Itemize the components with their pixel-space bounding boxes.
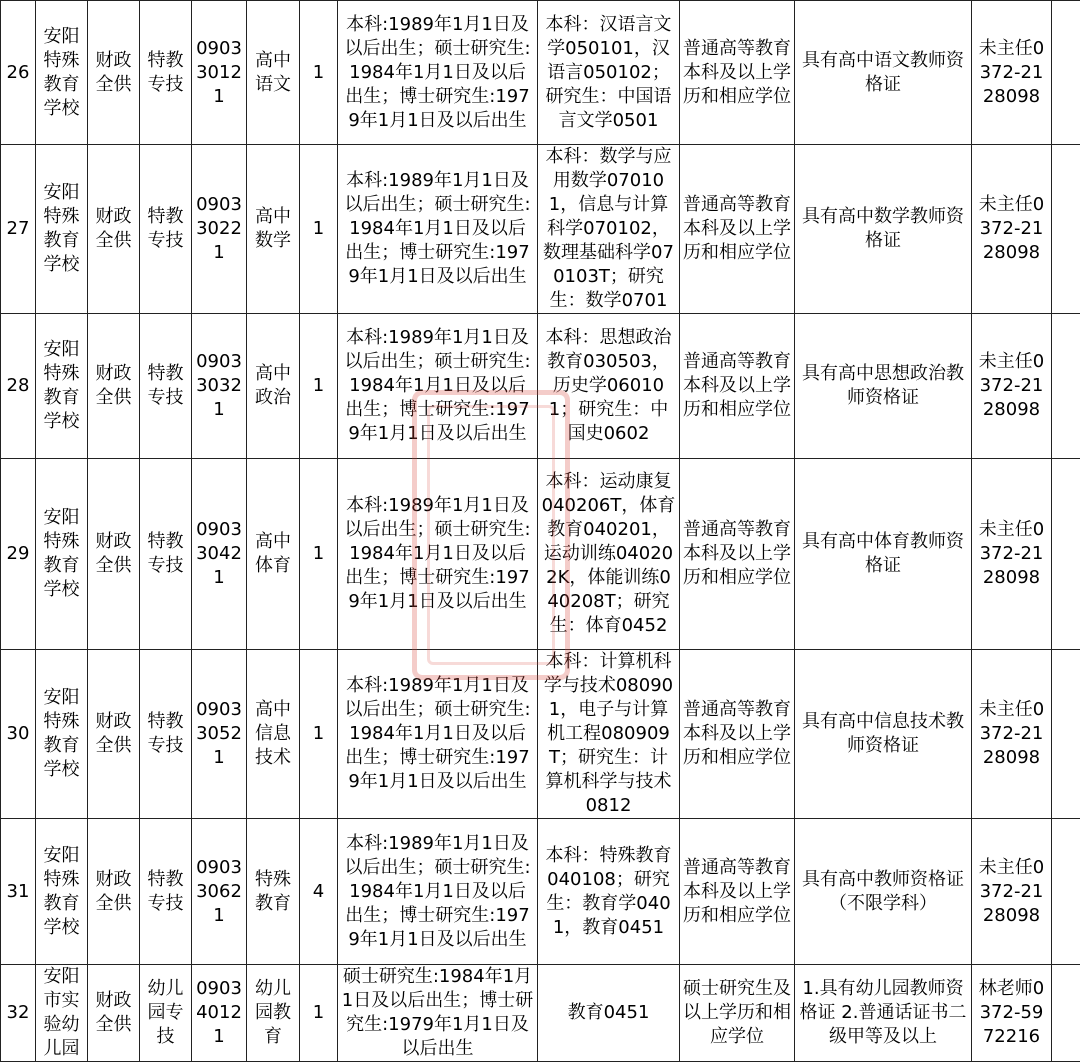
position-name-cell: 高中数学	[247, 145, 300, 314]
post-type-cell: 幼儿园专技	[140, 965, 192, 1062]
headcount-cell: 1	[300, 145, 338, 314]
position-name-cell: 高中政治	[247, 314, 300, 459]
funding-type-cell: 财政全供	[88, 459, 140, 650]
major-requirement-cell: 本科：思想政治教育030503，历史学060101；研究生：中国史0602	[538, 314, 680, 459]
headcount-cell: 1	[300, 1, 338, 145]
row-number-cell: 27	[1, 145, 36, 314]
position-code-cell: 090330121	[192, 1, 247, 145]
major-requirement-cell: 本科：数学与应用数学070101，信息与计算科学070102，数理基础科学070103T；研究生：数学0701	[538, 145, 680, 314]
position-name-cell: 高中语文	[247, 1, 300, 145]
age-requirement-cell: 本科:1989年1月1日及以后出生；硕士研究生:1984年1月1日及以后出生；博士研究生:1979年1月1日及以后出生	[338, 1, 538, 145]
education-requirement-cell: 普通高等教育本科及以上学历和相应学位	[680, 459, 795, 650]
position-name-cell: 幼儿园教育	[247, 965, 300, 1062]
post-type-cell: 特教专技	[140, 145, 192, 314]
position-name-cell: 高中体育	[247, 459, 300, 650]
unit-name-cell: 安阳特殊教育学校	[36, 145, 88, 314]
empty-cell	[1052, 819, 1080, 965]
contact-cell: 未主任0372-2128098	[972, 819, 1052, 965]
education-requirement-cell: 普通高等教育本科及以上学历和相应学位	[680, 1, 795, 145]
qualification-cell: 具有高中体育教师资格证	[795, 459, 972, 650]
row-number-cell: 30	[1, 650, 36, 819]
headcount-cell: 4	[300, 819, 338, 965]
funding-type-cell: 财政全供	[88, 145, 140, 314]
major-requirement-cell: 教育0451	[538, 965, 680, 1062]
position-code-cell: 090340121	[192, 965, 247, 1062]
contact-cell: 未主任0372-2128098	[972, 650, 1052, 819]
age-requirement-cell: 硕士研究生:1984年1月1日及以后出生；博士研究生:1979年1月1日及以后出生	[338, 965, 538, 1062]
row-number-cell: 26	[1, 1, 36, 145]
unit-name-cell: 安阳特殊教育学校	[36, 1, 88, 145]
major-requirement-cell: 本科：计算机科学与技术080901，电子与计算机工程080909T；研究生：计算机科学与技术0812	[538, 650, 680, 819]
table-row	[1, 145, 1080, 314]
post-type-cell: 特教专技	[140, 314, 192, 459]
unit-name-cell: 安阳特殊教育学校	[36, 819, 88, 965]
position-code-cell: 090330421	[192, 459, 247, 650]
table-row	[1, 314, 1080, 459]
age-requirement-cell: 本科:1989年1月1日及以后出生；硕士研究生:1984年1月1日及以后出生；博士研究生:1979年1月1日及以后出生	[338, 459, 538, 650]
row-number-cell: 31	[1, 819, 36, 965]
headcount-cell: 1	[300, 965, 338, 1062]
post-type-cell: 特教专技	[140, 819, 192, 965]
qualification-cell: 具有高中数学教师资格证	[795, 145, 972, 314]
major-requirement-cell: 本科：运动康复040206T，体育教育040201，运动训练040202K，体能训练040208T；研究生：体育0452	[538, 459, 680, 650]
education-requirement-cell: 普通高等教育本科及以上学历和相应学位	[680, 819, 795, 965]
empty-cell	[1052, 459, 1080, 650]
education-requirement-cell: 普通高等教育本科及以上学历和相应学位	[680, 650, 795, 819]
education-requirement-cell: 普通高等教育本科及以上学历和相应学位	[680, 145, 795, 314]
contact-cell: 林老师0372-5972216	[972, 965, 1052, 1062]
position-code-cell: 090330521	[192, 650, 247, 819]
major-requirement-cell: 本科：特殊教育040108；研究生：教育学0401，教育0451	[538, 819, 680, 965]
post-type-cell: 特教专技	[140, 650, 192, 819]
contact-cell: 未主任0372-2128098	[972, 459, 1052, 650]
age-requirement-cell: 本科:1989年1月1日及以后出生；硕士研究生:1984年1月1日及以后出生；博士研究生:1979年1月1日及以后出生	[338, 650, 538, 819]
empty-cell	[1052, 145, 1080, 314]
qualification-cell: 具有高中信息技术教师资格证	[795, 650, 972, 819]
funding-type-cell: 财政全供	[88, 314, 140, 459]
row-number-cell: 29	[1, 459, 36, 650]
qualification-cell: 具有高中语文教师资格证	[795, 1, 972, 145]
row-number-cell: 32	[1, 965, 36, 1062]
headcount-cell: 1	[300, 314, 338, 459]
funding-type-cell: 财政全供	[88, 819, 140, 965]
contact-cell: 未主任0372-2128098	[972, 314, 1052, 459]
position-code-cell: 090330221	[192, 145, 247, 314]
age-requirement-cell: 本科:1989年1月1日及以后出生；硕士研究生:1984年1月1日及以后出生；博士研究生:1979年1月1日及以后出生	[338, 314, 538, 459]
table-row	[1, 819, 1080, 965]
table-row	[1, 650, 1080, 819]
unit-name-cell: 安阳市实验幼儿园	[36, 965, 88, 1062]
position-name-cell: 特殊教育	[247, 819, 300, 965]
empty-cell	[1052, 1, 1080, 145]
funding-type-cell: 财政全供	[88, 650, 140, 819]
funding-type-cell: 财政全供	[88, 1, 140, 145]
table-row	[1, 965, 1080, 1062]
row-number-cell: 28	[1, 314, 36, 459]
post-type-cell: 特教专技	[140, 459, 192, 650]
headcount-cell: 1	[300, 650, 338, 819]
major-requirement-cell: 本科：汉语言文学050101，汉语言050102；研究生：中国语言文学0501	[538, 1, 680, 145]
headcount-cell: 1	[300, 459, 338, 650]
unit-name-cell: 安阳特殊教育学校	[36, 314, 88, 459]
post-type-cell: 特教专技	[140, 1, 192, 145]
qualification-cell: 1.具有幼儿园教师资格证 2.普通话证书二级甲等及以上	[795, 965, 972, 1062]
contact-cell: 未主任0372-2128098	[972, 1, 1052, 145]
qualification-cell: 具有高中思想政治教师资格证	[795, 314, 972, 459]
empty-cell	[1052, 650, 1080, 819]
table-row	[1, 1, 1080, 145]
education-requirement-cell: 硕士研究生及以上学历和相应学位	[680, 965, 795, 1062]
position-code-cell: 090330321	[192, 314, 247, 459]
funding-type-cell: 财政全供	[88, 965, 140, 1062]
unit-name-cell: 安阳特殊教育学校	[36, 459, 88, 650]
education-requirement-cell: 普通高等教育本科及以上学历和相应学位	[680, 314, 795, 459]
empty-cell	[1052, 314, 1080, 459]
age-requirement-cell: 本科:1989年1月1日及以后出生；硕士研究生:1984年1月1日及以后出生；博士研究生:1979年1月1日及以后出生	[338, 145, 538, 314]
contact-cell: 未主任0372-2128098	[972, 145, 1052, 314]
age-requirement-cell: 本科:1989年1月1日及以后出生；硕士研究生:1984年1月1日及以后出生；博士研究生:1979年1月1日及以后出生	[338, 819, 538, 965]
empty-cell	[1052, 965, 1080, 1062]
position-name-cell: 高中信息技术	[247, 650, 300, 819]
qualification-cell: 具有高中教师资格证（不限学科）	[795, 819, 972, 965]
table-row	[1, 459, 1080, 650]
unit-name-cell: 安阳特殊教育学校	[36, 650, 88, 819]
position-code-cell: 090330621	[192, 819, 247, 965]
